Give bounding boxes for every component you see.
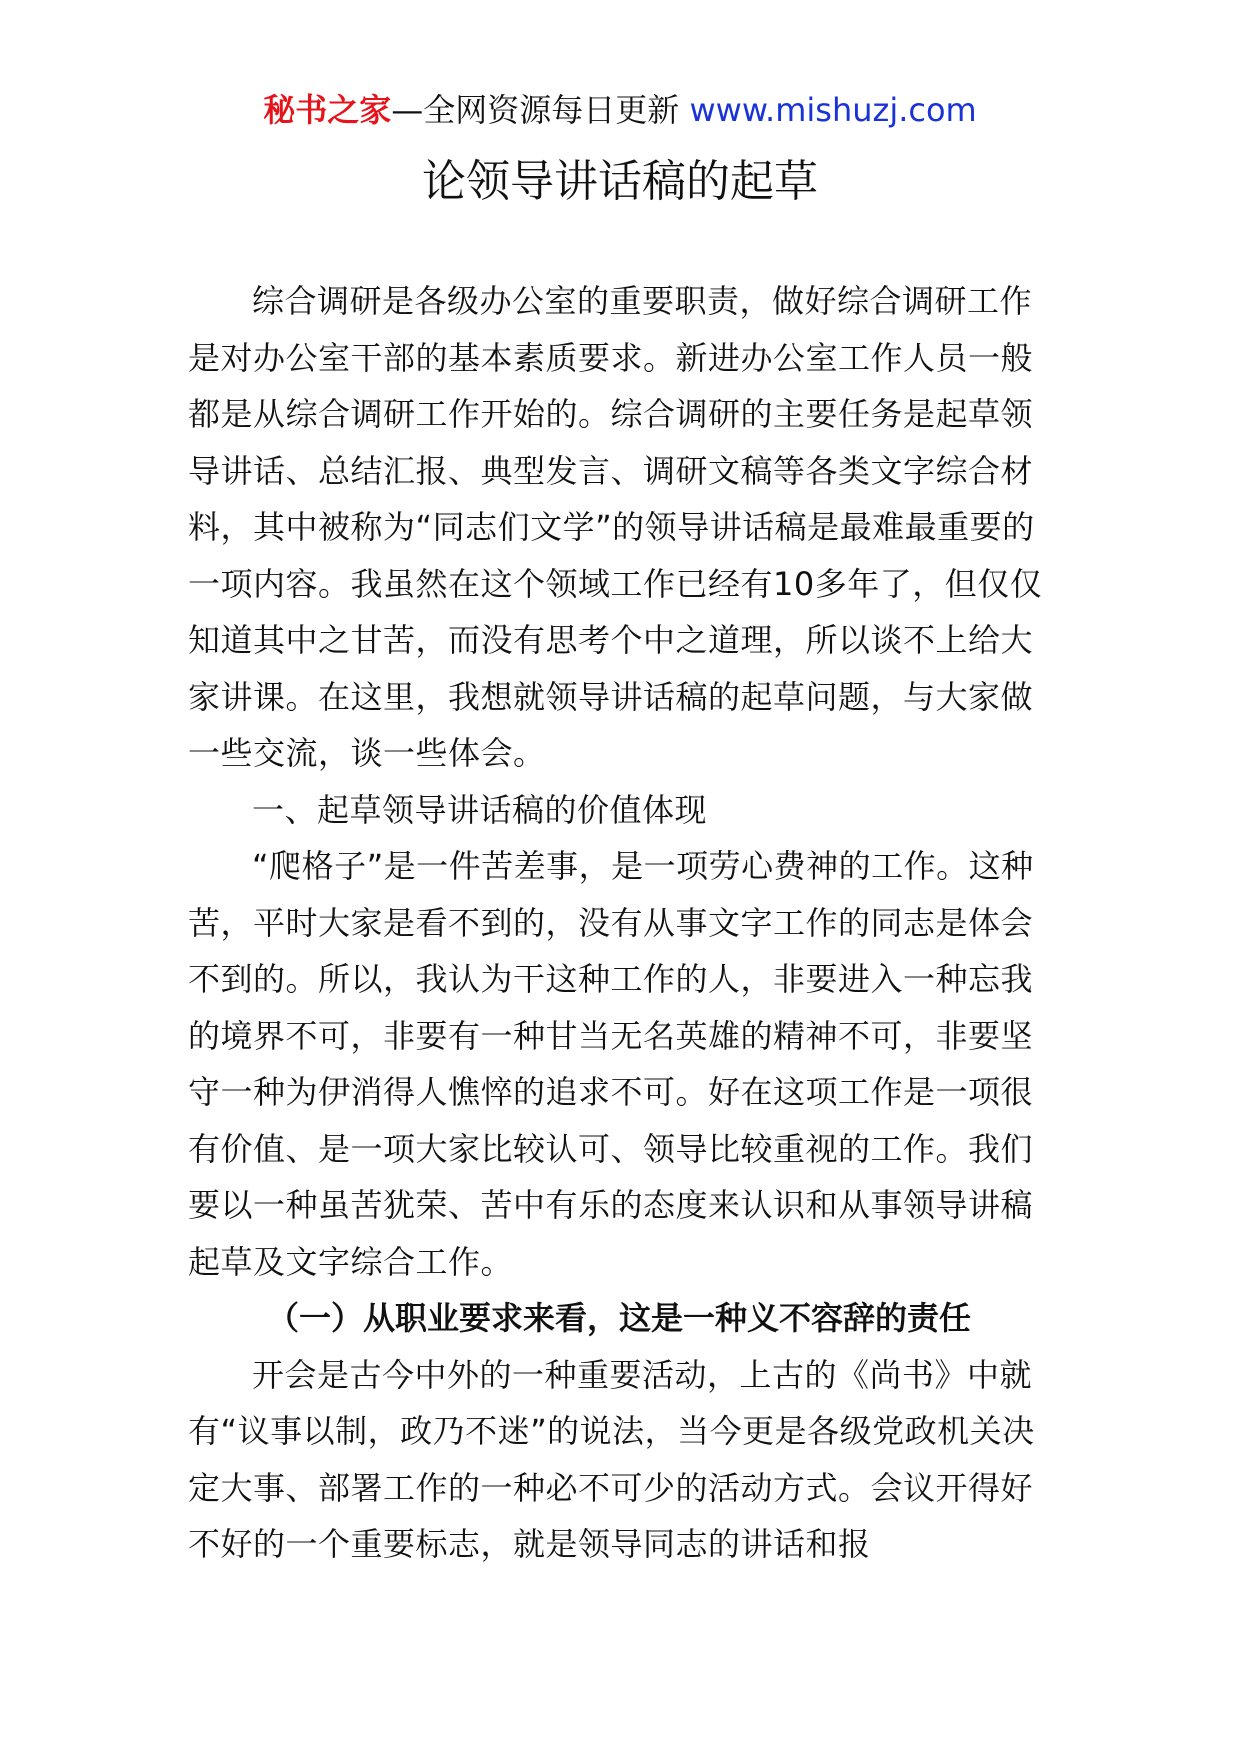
site-brand: 秘书之家 xyxy=(263,91,392,129)
intro-paragraph: 综合调研是各级办公室的重要职责，做好综合调研工作是对办公室干部的基本素质要求。新进办公室工作人员一般都是从综合调研工作开始的。综合调研的主要任务是起草领导讲话、总结汇报、典型发言、调研文稿等各类文字综合材料，其中被称为“同志们文学”的领导讲话稿是最难最重要的一项内容。我虽然在这个领域工作已经有10多年了，但仅仅知道其中之甘苦，而没有思考个中之道理，所以谈不上给大家讲课。在这里，我想就领导讲话稿的起草问题，与大家做一些交流，谈一些体会。 xyxy=(188,282,1043,772)
section-1-paragraph: “爬格子”是一件苦差事，是一项劳心费神的工作。这种苦，平时大家是看不到的，没有从事文字工作的同志是体会不到的。所以，我认为干这种工作的人，非要进入一种忘我的境界不可，非要有一种甘当无名英雄的精神不可，非要坚守一种为伊消得人憔悴的追求不可。好在这项工作是一项很有价值、是一项大家比较认可、领导比较重视的工作。我们要以一种虽苦犹荣、苦中有乐的态度来认识和从事领导讲稿起草及文字综合工作。 xyxy=(188,847,1034,1281)
site-header xyxy=(0,88,1240,132)
site-url-link[interactable]: www.mishuzj.com xyxy=(689,91,977,129)
subsection-1-paragraph: 开会是古今中外的一种重要活动，上古的《尚书》中就有“议事以制，政乃不迷”的说法，当今更是各级党政机关决定大事、部署工作的一种必不可少的活动方式。会议开得好不好的一个重要标志，就是领导同志的讲话和报 xyxy=(188,1355,1035,1563)
document-title: 论领导讲话稿的起草 xyxy=(422,156,818,207)
section-heading-1: 一、起草领导讲话稿的价值体现 xyxy=(252,790,708,829)
subsection-heading-1: （一）从职业要求来看，这是一种义不容辞的责任 xyxy=(266,1299,971,1337)
site-slogan: —全网资源每日更新 xyxy=(391,91,680,129)
document-body xyxy=(188,273,1050,1573)
